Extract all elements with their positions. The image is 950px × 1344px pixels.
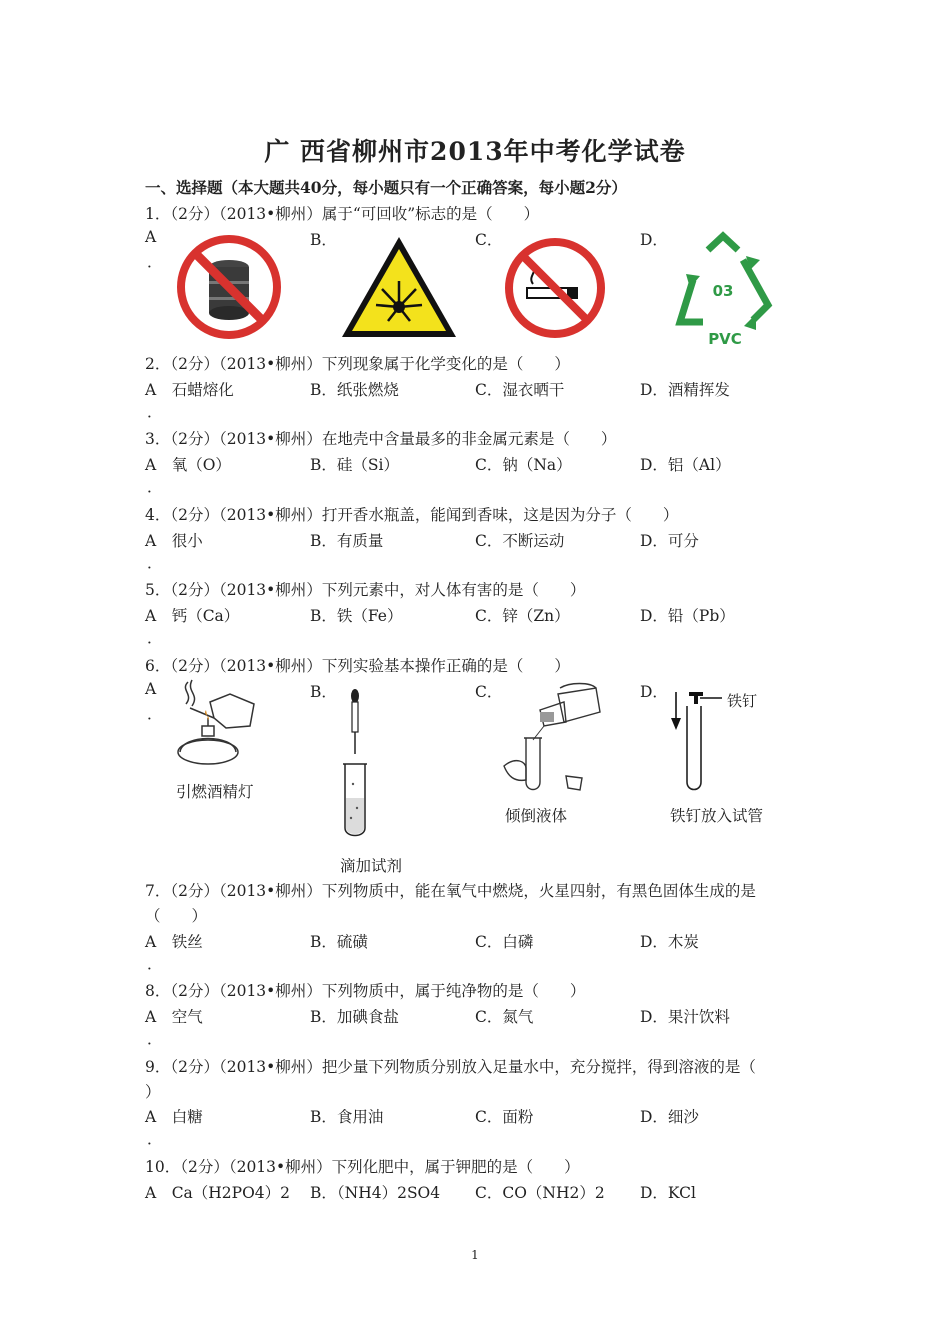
- pouring-liquid-icon: [500, 682, 610, 797]
- q5-option-d: D．铅（Pb）: [640, 607, 735, 625]
- q3-option-b: B．硅（Si）: [310, 456, 399, 474]
- no-smoking-sign-icon: [503, 236, 607, 340]
- q2-option-d: D．酒精挥发: [640, 381, 730, 399]
- question-4: 4．（2分）（2013•柳州）打开香水瓶盖，能闻到香味，这是因为分子（ ）: [145, 506, 679, 524]
- q1-option-d: D．: [640, 231, 668, 249]
- explosive-warning-icon: [338, 233, 460, 341]
- q6-dot: ．: [147, 705, 163, 723]
- q7-dot: ．: [147, 955, 163, 973]
- q3-dot: ．: [147, 478, 163, 496]
- q6-option-b: B．: [310, 683, 337, 701]
- q5-option-b: B．铁（Fe）: [310, 607, 403, 625]
- question-10: 10．（2分）（2013•柳州）下列化肥中，属于钾肥的是（ ）: [145, 1158, 580, 1176]
- q9-dot: ．: [147, 1130, 163, 1148]
- recycle-label: PVC: [708, 330, 742, 348]
- question-7: 7．（2分）（2013•柳州）下列物质中，能在氧气中燃烧，火星四射，有黑色固体生成的是: [145, 882, 756, 900]
- question-2: 2．（2分）（2013•柳州）下列现象属于化学变化的是（ ）: [145, 355, 570, 373]
- q1-option-b: B．: [310, 231, 337, 249]
- recycle-pvc-icon: [668, 230, 778, 350]
- q10-option-c: C．CO（NH2）2: [475, 1184, 605, 1202]
- q7-option-b: B．硫磺: [310, 933, 368, 951]
- q9-option-c: C．面粉: [475, 1108, 534, 1126]
- q3-option-c: C．钠（Na）: [475, 456, 572, 474]
- q8-option-b: B．加碘食盐: [310, 1008, 399, 1026]
- page-title: 广 西省柳州市2013年中考化学试卷: [264, 137, 686, 166]
- q6-option-c: C．: [475, 683, 503, 701]
- dropper-test-tube-icon: [335, 688, 375, 838]
- q3-option-a: A 氧（O）: [145, 456, 231, 474]
- q4-option-a: A 很小: [145, 532, 203, 550]
- q4-option-b: B．有质量: [310, 532, 384, 550]
- question-8: 8．（2分）（2013•柳州）下列物质中，属于纯净物的是（ ）: [145, 982, 586, 1000]
- q2-option-c: C．湿衣晒干: [475, 381, 565, 399]
- q6c-caption: 倾倒液体: [505, 807, 568, 825]
- q10-option-d: D．KCl: [640, 1184, 696, 1202]
- page-number: 1: [471, 1248, 479, 1262]
- q2-dot: ．: [147, 403, 163, 421]
- q9-option-b: B．食用油: [310, 1108, 384, 1126]
- no-barrel-sign-icon: [175, 233, 283, 341]
- question-9-paren: ）: [145, 1083, 161, 1101]
- lighting-alcohol-lamp-icon: [170, 678, 265, 773]
- question-6: 6．（2分）（2013•柳州）下列实验基本操作正确的是（ ）: [145, 657, 570, 675]
- q4-dot: ．: [147, 554, 163, 572]
- q7-option-c: C．白磷: [475, 933, 534, 951]
- q6d-nail-label: 铁钉: [727, 692, 758, 710]
- question-1: 1．（2分）（2013•柳州）属于“可回收”标志的是（ ）: [145, 205, 540, 223]
- q1-option-c: C．: [475, 231, 503, 249]
- question-5: 5．（2分）（2013•柳州）下列元素中，对人体有害的是（ ）: [145, 581, 586, 599]
- q5-option-c: C．锌（Zn）: [475, 607, 570, 625]
- q8-dot: ．: [147, 1030, 163, 1048]
- recycle-code: 03: [712, 282, 734, 300]
- question-3: 3．（2分）（2013•柳州）在地壳中含量最多的非金属元素是（ ）: [145, 430, 617, 448]
- q9-option-d: D．细沙: [640, 1108, 699, 1126]
- q1-dot: ．: [147, 253, 163, 271]
- q1-option-a: A: [145, 228, 157, 246]
- q5-option-a: A 钙（Ca）: [145, 607, 240, 625]
- question-7-paren: （ ）: [145, 907, 208, 925]
- q7-option-d: D．木炭: [640, 933, 699, 951]
- q6b-caption: 滴加试剂: [340, 857, 403, 875]
- q8-option-d: D．果汁饮料: [640, 1008, 730, 1026]
- q2-option-a: A 石蜡熔化: [145, 381, 234, 399]
- q5-dot: ．: [147, 629, 163, 647]
- q6-option-d: D．: [640, 683, 668, 701]
- q6a-caption: 引燃酒精灯: [176, 783, 254, 801]
- q3-option-d: D．铝（Al）: [640, 456, 731, 474]
- section-heading: 一、选择题（本大题共40分，每小题只有一个正确答案，每小题2分）: [145, 178, 627, 197]
- q9-option-a: A 白糖: [145, 1108, 203, 1126]
- q2-option-b: B．纸张燃烧: [310, 381, 399, 399]
- q6-option-a: A: [145, 680, 157, 698]
- q4-option-d: D．可分: [640, 532, 699, 550]
- q10-option-a: A Ca（H2PO4）2: [145, 1184, 291, 1202]
- question-9: 9．（2分）（2013•柳州）把少量下列物质分别放入足量水中，充分搅拌，得到溶液的是（: [145, 1058, 756, 1076]
- q6d-caption: 铁钉放入试管: [670, 807, 764, 825]
- q7-option-a: A 铁丝: [145, 933, 203, 951]
- q8-option-c: C．氮气: [475, 1008, 534, 1026]
- q8-option-a: A 空气: [145, 1008, 203, 1026]
- q4-option-c: C．不断运动: [475, 532, 565, 550]
- q10-option-b: B．（NH4）2SO4: [310, 1184, 441, 1202]
